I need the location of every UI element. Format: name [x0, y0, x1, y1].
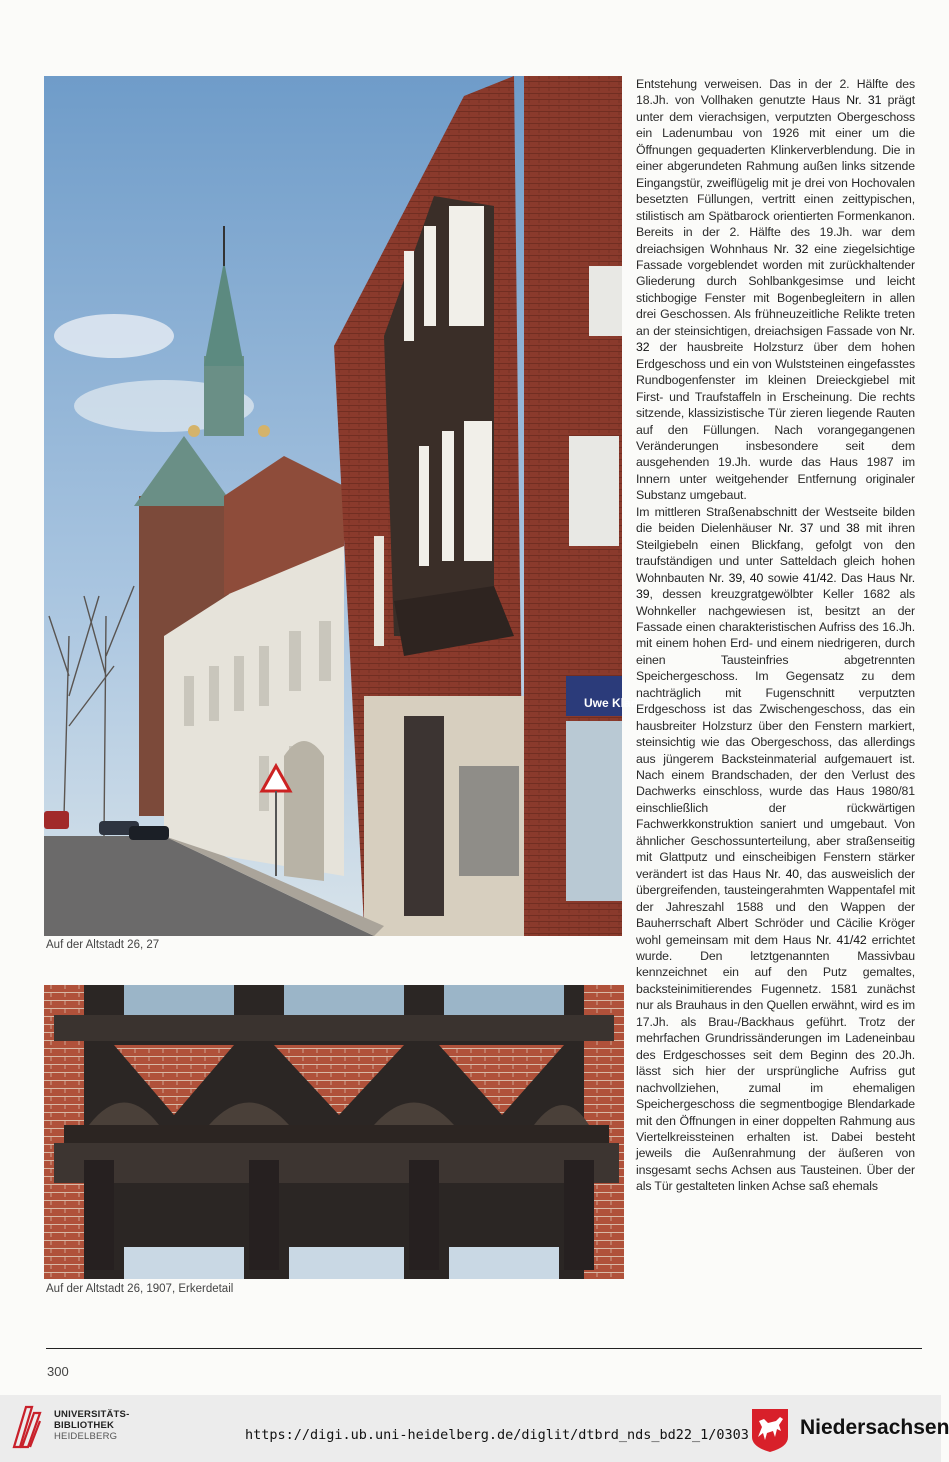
body-text-segment: und: [813, 521, 847, 536]
body-text-segment: Entstehung verweisen. Das in der 2. Hälfte des 18.Jh. von Vollhaken genutzte Haus: [636, 77, 915, 108]
ub-heidelberg-logo-icon[interactable]: [10, 1403, 46, 1451]
library-name[interactable]: [54, 1409, 129, 1442]
body-text-column: [636, 76, 915, 1195]
body-paragraph-1: [636, 76, 915, 504]
shop-sign: Uwe Kladi: [584, 696, 642, 710]
house-number-ref: Nr. 39: [636, 570, 916, 602]
body-paragraph-2: [636, 504, 915, 1195]
body-text-segment: eine ziegelsichtige Fassade vorgeblendet worden mit zurückhaltender Gliederung durch Sohlbankgesimse und leicht stichbogige Fenster mit Bogenbegleitern in allen drei Geschossen. Als frühneuzeitliche Relikte treten an der steinsichtigen, dreiachsigen Fassade von: [636, 241, 915, 338]
house-number-ref: 38: [846, 521, 860, 536]
house-number-ref: Nr. 32: [636, 323, 915, 355]
library-name-line-3: HEIDELBERG: [54, 1431, 118, 1442]
permalink-url[interactable]: https://digi.ub.uni-heidelberg.de/diglit/dtbrd_nds_bd22_1/0303: [245, 1427, 749, 1443]
body-text-segment: , das ausweislich der übergreifenden, tausteingerahmten Wappentafel mit der Jahreszahl 1588 und den Wappen der Bauherrschaft Albert Schröder und Cäcilie Kröger wohl gemeinsam mit dem Haus: [636, 866, 916, 947]
body-text-segment: mit ihren Steilgiebeln einen Blickfang, gefolgt von den traufständigen und unter Satteldach gleich hohen Wohnbauten: [636, 521, 916, 585]
house-number-ref: 41/42: [803, 570, 834, 585]
body-text-segment: , dessen kreuzgratgewölbter Keller 1682 als Wohnkeller nachgewiesen ist, besitzt an der Fassade einen charakteristischen Aufriss des 16.Jh. mit einem hohen Erd- und einem niedrigeren, durch einen Tausteinfries abgetrennten Speichergeschoss. Im Gegensatz zu dem nachträglich mit Fugenschnitt verputzten Erdgeschoss ist das Zwischengeschoss, das ein hausbreiter Holzsturz über den Fenstern markiert, steinsichtig wie das Obergeschoss, das allerdings aus jüngerem Backsteinmaterial aufgemauert ist. Nach einem Brandschaden, der den Verlust des Dachwerks einschloss, wurde das Haus 1980/81 einschließlich der rückwärtigen Fachwerkkonstruktion saniert und umgebaut. Von ähnlicher Geschossunterteilung, aber straßenseitig mit Glattputz und einscheibigen Fenstern stärker verändert ist das Haus: [636, 587, 915, 881]
body-text-segment: errichtet wurde. Den letztgenannten Massivbau kennzeichnet ein auf den Putz gemaltes, backsteinimitierendes Fugennetz. 1581 zunächst nur als Brauhaus in den Quellen erwähnt, wird es im 17.Jh. als Brau-/Backhaus geführt. Trotz der mehrfachen Grundrissänderungen im Ladeneinbau des Erdgeschosses seit dem Beginn des 20.Jh. lässt sich hier der ursprüngliche Aufriss gut nachvollziehen, zumal im ehemaligen Speichergeschoss die segmentbogige Blendarkade mit den Öffnungen in einer doppelten Rahmung aus Viertelkreissteinen erhalten ist. Dabei besteht jeweils die Außenrahmung der äußeren von insgesamt sechs Achsen aus Tausteinen. Über der als Tür gestalteten linken Achse saß ehemals: [636, 932, 915, 1194]
photo-caption-2: Auf der Altstadt 26, 1907, Erkerdetail: [46, 1283, 234, 1295]
body-text-segment: prägt unter dem vierachsigen, verputzten Obergeschoss ein Ladenumbau von 1926 mit einer um die Öffnungen gequaderten Klinkerverblendung. Die in einer abgerundeten Rahmung außen links sitzende Eingangstür, zweiflügelig mit je drei von Hochovalen besetzten Füllungen, vertritt einen zeittypischen, stilistisch am Spätbarock orientierten Formenkanon. Bereits in der 2. Hälfte des 19.Jh. war dem dreiachsigen Wohnhaus: [636, 93, 916, 256]
niedersachsen-horse-icon[interactable]: [750, 1407, 790, 1453]
library-name-line-1: UNIVERSITÄTS-: [54, 1409, 130, 1420]
footer-rule: [46, 1348, 922, 1349]
house-number-ref: Nr. 40: [765, 866, 800, 881]
body-text-segment: . Das Haus: [833, 570, 900, 585]
house-number-ref: Nr. 37: [778, 521, 814, 536]
house-number-ref: Nr. 41/42: [816, 932, 867, 947]
street-photo: [44, 76, 642, 936]
oriel-detail-photo: [44, 985, 624, 1279]
house-number-ref: Nr. 31: [846, 93, 882, 108]
house-number-ref: Nr. 39, 40: [708, 570, 764, 585]
body-text-segment: Im mittleren Straßenabschnitt der Westseite bilden die beiden Dielenhäuser: [636, 504, 915, 536]
body-text-segment: sowie: [763, 570, 804, 585]
photo-caption-1: Auf der Altstadt 26, 27: [46, 939, 160, 951]
digitization-footer: [0, 1395, 949, 1462]
page-number: 300: [47, 1364, 69, 1379]
partner-name: Niedersachsen: [800, 1416, 949, 1439]
body-text-segment: der hausbreite Holzsturz über dem hohen Erdgeschoss und ein von Wulststeinen eingefasstes Rundbogenfenster im kleinen Dreieckgiebel mit First- und Traufstaffeln in Erscheinung. Die rechts sitzende, klassizistische Tür zieren liegende Rauten auf den Füllungen. Nach vorangegangenen Veränderungen insbesondere seit dem ausgehenden 19.Jh. wurde das Haus 1987 im Innern unter weitgehender Entfernung originaler Substanz umgebaut.: [636, 340, 915, 503]
library-name-line-2: BIBLIOTHEK: [54, 1420, 115, 1431]
house-number-ref: Nr. 32: [773, 241, 809, 256]
